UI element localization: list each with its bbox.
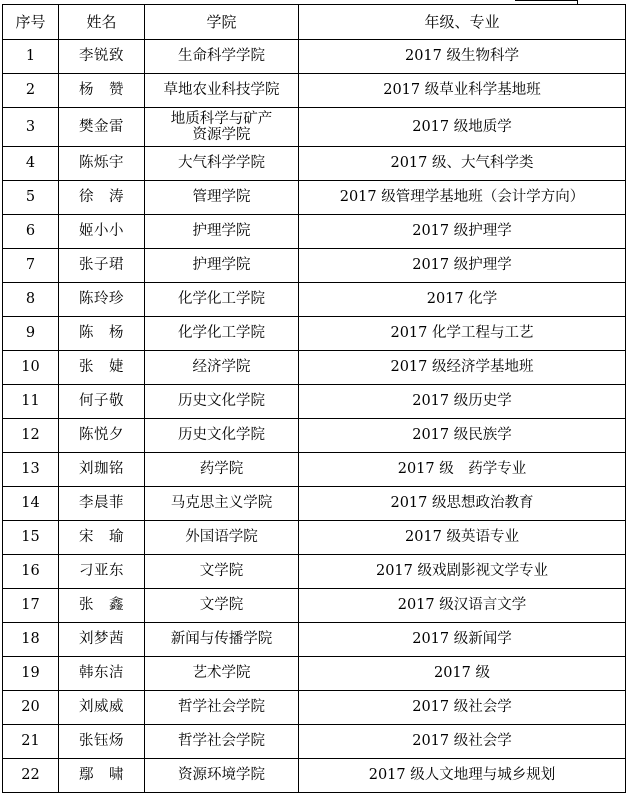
table-row: [3, 108, 626, 147]
cell-college: 管理学院: [145, 181, 299, 215]
college-two-line: [171, 111, 273, 143]
cell-name: 刘珈铭: [59, 453, 145, 487]
table-row: [3, 74, 626, 108]
table-row: [3, 317, 626, 351]
cell-no: 8: [3, 283, 59, 317]
header-college: 学院: [145, 5, 299, 40]
cell-grade: 2017 级民族学: [299, 419, 626, 453]
cell-name: 杨 赞: [59, 74, 145, 108]
cell-grade: 2017 级: [299, 657, 626, 691]
cell-name: 宋 瑜: [59, 521, 145, 555]
cell-college: 哲学社会学院: [145, 691, 299, 725]
table-row: [3, 657, 626, 691]
cell-college: [145, 108, 299, 147]
cell-college: 新闻与传播学院: [145, 623, 299, 657]
cell-grade: 2017 级人文地理与城乡规划: [299, 759, 626, 793]
table-row: [3, 419, 626, 453]
cell-no: 19: [3, 657, 59, 691]
cell-no: 5: [3, 181, 59, 215]
table-row: [3, 555, 626, 589]
cell-name: 李锐致: [59, 40, 145, 74]
cell-no: 12: [3, 419, 59, 453]
cell-grade: 2017 级英语专业: [299, 521, 626, 555]
cell-grade: 2017 级 药学专业: [299, 453, 626, 487]
cell-college: 哲学社会学院: [145, 725, 299, 759]
cell-college: 马克思主义学院: [145, 487, 299, 521]
table-row: [3, 589, 626, 623]
table-row: [3, 181, 626, 215]
cell-grade: 2017 级经济学基地班: [299, 351, 626, 385]
cell-name: 刘威威: [59, 691, 145, 725]
cell-no: 17: [3, 589, 59, 623]
cell-name: 姬小小: [59, 215, 145, 249]
cell-name: 刁亚东: [59, 555, 145, 589]
cell-grade: 2017 化学: [299, 283, 626, 317]
cell-no: 13: [3, 453, 59, 487]
cell-no: 15: [3, 521, 59, 555]
college-line-2: 资源学院: [192, 127, 251, 143]
cell-no: 6: [3, 215, 59, 249]
cell-no: 3: [3, 108, 59, 147]
student-list-table: [2, 4, 626, 793]
cell-no: 1: [3, 40, 59, 74]
table-row: [3, 521, 626, 555]
cell-no: 2: [3, 74, 59, 108]
cell-no: 21: [3, 725, 59, 759]
cell-grade: 2017 级护理学: [299, 215, 626, 249]
table-row: [3, 759, 626, 793]
table-header-row: [3, 5, 626, 40]
cell-grade: 2017 级地质学: [299, 108, 626, 147]
cell-no: 4: [3, 147, 59, 181]
cell-no: 16: [3, 555, 59, 589]
cell-grade: 2017 级、大气科学类: [299, 147, 626, 181]
cell-grade: 2017 级新闻学: [299, 623, 626, 657]
table-row: [3, 623, 626, 657]
cell-grade: 2017 级社会学: [299, 691, 626, 725]
cell-name: 鄢 啸: [59, 759, 145, 793]
table-row: [3, 725, 626, 759]
cell-no: 11: [3, 385, 59, 419]
cell-college: 化学化工学院: [145, 317, 299, 351]
cell-grade: 2017 级汉语言文学: [299, 589, 626, 623]
cell-no: 7: [3, 249, 59, 283]
cell-no: 20: [3, 691, 59, 725]
cell-college: 历史文化学院: [145, 385, 299, 419]
cell-name: 何子敬: [59, 385, 145, 419]
cell-name: 陈烁宇: [59, 147, 145, 181]
cell-college: 艺术学院: [145, 657, 299, 691]
header-no: 序号: [3, 5, 59, 40]
cell-no: 22: [3, 759, 59, 793]
cell-college: 文学院: [145, 555, 299, 589]
cell-grade: 2017 级戏剧影视文学专业: [299, 555, 626, 589]
table-row: [3, 147, 626, 181]
cell-name: 张 鑫: [59, 589, 145, 623]
cell-college: 药学院: [145, 453, 299, 487]
cell-college: 护理学院: [145, 215, 299, 249]
cell-grade: 2017 化学工程与工艺: [299, 317, 626, 351]
cell-no: 14: [3, 487, 59, 521]
cell-college: 历史文化学院: [145, 419, 299, 453]
cell-grade: 2017 级生物科学: [299, 40, 626, 74]
table-row: [3, 40, 626, 74]
table-row: [3, 487, 626, 521]
cell-college: 经济学院: [145, 351, 299, 385]
cell-college: 护理学院: [145, 249, 299, 283]
cell-college: 生命科学学院: [145, 40, 299, 74]
cell-college: 化学化工学院: [145, 283, 299, 317]
table-row: [3, 691, 626, 725]
table-row: [3, 215, 626, 249]
cell-college: 资源环境学院: [145, 759, 299, 793]
cell-name: 陈 杨: [59, 317, 145, 351]
cell-name: 张子珺: [59, 249, 145, 283]
cell-college: 大气科学学院: [145, 147, 299, 181]
cell-grade: 2017 级社会学: [299, 725, 626, 759]
cell-name: 李晨菲: [59, 487, 145, 521]
cell-no: 9: [3, 317, 59, 351]
college-line-1: 地质科学与矿产: [170, 111, 273, 127]
cell-no: 18: [3, 623, 59, 657]
cell-name: 樊金雷: [59, 108, 145, 147]
cell-college: 文学院: [145, 589, 299, 623]
cell-grade: 2017 级草业科学基地班: [299, 74, 626, 108]
cell-no: 10: [3, 351, 59, 385]
table-row: [3, 249, 626, 283]
cell-name: 韩东洁: [59, 657, 145, 691]
table-row: [3, 283, 626, 317]
cell-name: 张 婕: [59, 351, 145, 385]
cell-name: 陈悦夕: [59, 419, 145, 453]
cell-name: 徐 涛: [59, 181, 145, 215]
cell-grade: 2017 级思想政治教育: [299, 487, 626, 521]
cell-grade: 2017 级护理学: [299, 249, 626, 283]
cell-college: 草地农业科技学院: [145, 74, 299, 108]
cell-grade: 2017 级管理学基地班（会计学方向）: [299, 181, 626, 215]
cell-college: 外国语学院: [145, 521, 299, 555]
table-row: [3, 385, 626, 419]
cell-name: 刘梦茜: [59, 623, 145, 657]
header-grade-major: 年级、专业: [299, 5, 626, 40]
header-name: 姓名: [59, 5, 145, 40]
cell-name: 陈玲珍: [59, 283, 145, 317]
table-row: [3, 453, 626, 487]
table-row: [3, 351, 626, 385]
top-border-fragment: [515, 0, 577, 1]
cell-name: 张钰炀: [59, 725, 145, 759]
cell-grade: 2017 级历史学: [299, 385, 626, 419]
